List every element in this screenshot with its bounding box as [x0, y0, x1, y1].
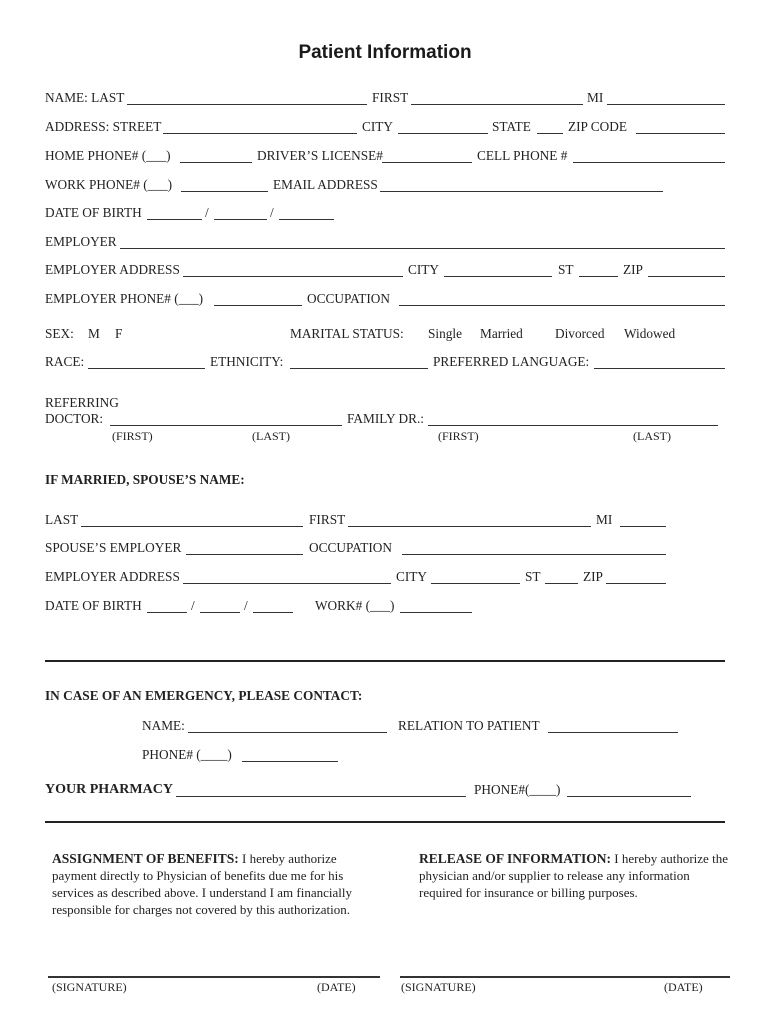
marital-status-label: MARITAL STATUS:: [290, 326, 404, 341]
assignment-signature-line[interactable]: [48, 976, 380, 978]
pharmacy-phone-label: PHONE#(____): [474, 782, 561, 797]
employer-address-field[interactable]: [183, 276, 403, 277]
employer-zip-label: ZIP: [623, 262, 643, 277]
spouse-city-field[interactable]: [431, 583, 520, 584]
ethnicity-field[interactable]: [290, 368, 428, 369]
dob-label: DATE OF BIRTH: [45, 205, 142, 220]
work-phone-label: WORK PHONE# (___): [45, 177, 173, 192]
spouse-employer-field[interactable]: [186, 554, 303, 555]
employer-st-field[interactable]: [579, 276, 618, 277]
sex-label: SEX:: [45, 326, 74, 341]
address-street-field[interactable]: [163, 133, 357, 134]
spouse-employer-address-label: EMPLOYER ADDRESS: [45, 569, 180, 584]
marital-option-widowed[interactable]: Widowed: [624, 326, 676, 341]
address-state-label: STATE: [492, 119, 531, 134]
employer-field[interactable]: [120, 248, 725, 249]
name-last-field[interactable]: [127, 104, 367, 105]
pharmacy-phone-field[interactable]: [567, 796, 691, 797]
preferred-language-label: PREFERRED LANGUAGE:: [433, 354, 590, 369]
employer-address-label: EMPLOYER ADDRESS: [45, 262, 180, 277]
assignment-heading: ASSIGNMENT OF BENEFITS:: [52, 851, 239, 866]
employer-st-label: ST: [558, 262, 574, 277]
marital-option-divorced[interactable]: Divorced: [555, 326, 605, 341]
preferred-language-field[interactable]: [594, 368, 725, 369]
dob-slash-1: /: [205, 205, 209, 220]
name-first-label: FIRST: [372, 90, 409, 105]
spouse-last-label: LAST: [45, 512, 79, 527]
release-date-caption: (DATE): [664, 980, 703, 994]
email-field[interactable]: [380, 191, 663, 192]
emergency-name-field[interactable]: [188, 732, 387, 733]
spouse-occupation-field[interactable]: [402, 554, 666, 555]
name-last-label: NAME: LAST: [45, 90, 125, 105]
spouse-heading: IF MARRIED, SPOUSE’S NAME:: [45, 472, 245, 487]
occupation-label: OCCUPATION: [307, 291, 391, 306]
employer-zip-field[interactable]: [648, 276, 725, 277]
ethnicity-label: ETHNICITY:: [210, 354, 284, 369]
marital-option-single[interactable]: Single: [428, 326, 462, 341]
race-label: RACE:: [45, 354, 85, 369]
dob-day-field[interactable]: [214, 219, 267, 220]
name-mi-label: MI: [587, 90, 604, 105]
spouse-dob-label: DATE OF BIRTH: [45, 598, 142, 613]
employer-label: EMPLOYER: [45, 234, 117, 249]
drivers-license-field[interactable]: [382, 162, 472, 163]
spouse-dob-slash-1: /: [191, 598, 195, 613]
release-text: I hereby authorize the physician and/or supplier to release any information required for insurance or billing purposes.: [419, 851, 728, 900]
spouse-employer-address-field[interactable]: [183, 583, 391, 584]
name-first-field[interactable]: [411, 104, 583, 105]
cell-phone-label: CELL PHONE #: [477, 148, 568, 163]
emergency-heading: IN CASE OF AN EMERGENCY, PLEASE CONTACT:: [45, 688, 363, 703]
spouse-zip-field[interactable]: [606, 583, 666, 584]
family-dr-label: FAMILY DR.:: [347, 411, 424, 426]
spouse-mi-field[interactable]: [620, 526, 666, 527]
address-city-label: CITY: [362, 119, 394, 134]
address-street-label: ADDRESS: STREET: [45, 119, 162, 134]
race-field[interactable]: [88, 368, 205, 369]
spouse-dob-slash-2: /: [244, 598, 248, 613]
emergency-phone-label: PHONE# (____): [142, 747, 232, 762]
spouse-zip-label: ZIP: [583, 569, 603, 584]
spouse-dob-day-field[interactable]: [200, 612, 240, 613]
sex-option-m[interactable]: M: [88, 326, 100, 341]
referring-label: REFERRING: [45, 395, 119, 410]
pharmacy-label: YOUR PHARMACY: [45, 782, 173, 797]
assignment-of-benefits: [52, 850, 377, 918]
emergency-name-label: NAME:: [142, 718, 185, 733]
emergency-relation-label: RELATION TO PATIENT: [398, 718, 540, 733]
family-first-caption: (FIRST): [438, 429, 479, 443]
address-state-field[interactable]: [537, 133, 563, 134]
section-divider-1: [45, 660, 725, 662]
form-title: Patient Information: [298, 42, 472, 63]
referring-first-caption: (FIRST): [112, 429, 153, 443]
email-label: EMAIL ADDRESS: [273, 177, 378, 192]
family-doctor-field[interactable]: [428, 425, 718, 426]
assignment-signature-caption: (SIGNATURE): [52, 980, 127, 994]
name-mi-field[interactable]: [607, 104, 725, 105]
family-last-caption: (LAST): [633, 429, 671, 443]
sex-option-f[interactable]: F: [115, 326, 123, 341]
emergency-relation-field[interactable]: [548, 732, 678, 733]
drivers-license-label: DRIVER’S LICENSE#: [257, 148, 383, 163]
spouse-dob-month-field[interactable]: [147, 612, 187, 613]
cell-phone-field[interactable]: [573, 162, 725, 163]
doctor-label: DOCTOR:: [45, 411, 104, 426]
employer-phone-field[interactable]: [214, 305, 302, 306]
employer-city-field[interactable]: [444, 276, 552, 277]
spouse-work-phone-label: WORK# (___): [315, 598, 395, 613]
spouse-occupation-label: OCCUPATION: [309, 540, 393, 555]
employer-phone-label: EMPLOYER PHONE# (___): [45, 291, 204, 306]
home-phone-label: HOME PHONE# (___): [45, 148, 171, 163]
spouse-mi-label: MI: [596, 512, 613, 527]
release-of-information: [419, 850, 729, 901]
dob-month-field[interactable]: [147, 219, 202, 220]
spouse-first-field[interactable]: [348, 526, 591, 527]
address-zip-field[interactable]: [636, 133, 725, 134]
pharmacy-field[interactable]: [176, 796, 466, 797]
work-phone-field[interactable]: [181, 191, 268, 192]
occupation-field[interactable]: [399, 305, 725, 306]
spouse-last-field[interactable]: [81, 526, 303, 527]
spouse-city-label: CITY: [396, 569, 428, 584]
referring-doctor-field[interactable]: [110, 425, 342, 426]
section-divider-2: [45, 821, 725, 823]
address-city-field[interactable]: [398, 133, 488, 134]
home-phone-field[interactable]: [180, 162, 252, 163]
release-signature-caption: (SIGNATURE): [401, 980, 476, 994]
dob-slash-2: /: [270, 205, 274, 220]
assignment-text: I hereby authorize payment directly to Physician of benefits due me for his services as described above. I understand I am financially responsible for charges not covered by this authorization.: [52, 851, 352, 917]
address-zip-label: ZIP CODE: [568, 119, 627, 134]
release-signature-line[interactable]: [400, 976, 730, 978]
spouse-st-label: ST: [525, 569, 541, 584]
spouse-first-label: FIRST: [309, 512, 346, 527]
spouse-st-field[interactable]: [545, 583, 578, 584]
marital-option-married[interactable]: Married: [480, 326, 523, 341]
employer-city-label: CITY: [408, 262, 440, 277]
spouse-employer-label: SPOUSE’S EMPLOYER: [45, 540, 182, 555]
referring-last-caption: (LAST): [252, 429, 290, 443]
emergency-phone-field[interactable]: [242, 761, 338, 762]
spouse-work-phone-field[interactable]: [400, 612, 472, 613]
dob-year-field[interactable]: [279, 219, 334, 220]
assignment-date-caption: (DATE): [317, 980, 356, 994]
release-heading: RELEASE OF INFORMATION:: [419, 851, 612, 866]
spouse-dob-year-field[interactable]: [253, 612, 293, 613]
